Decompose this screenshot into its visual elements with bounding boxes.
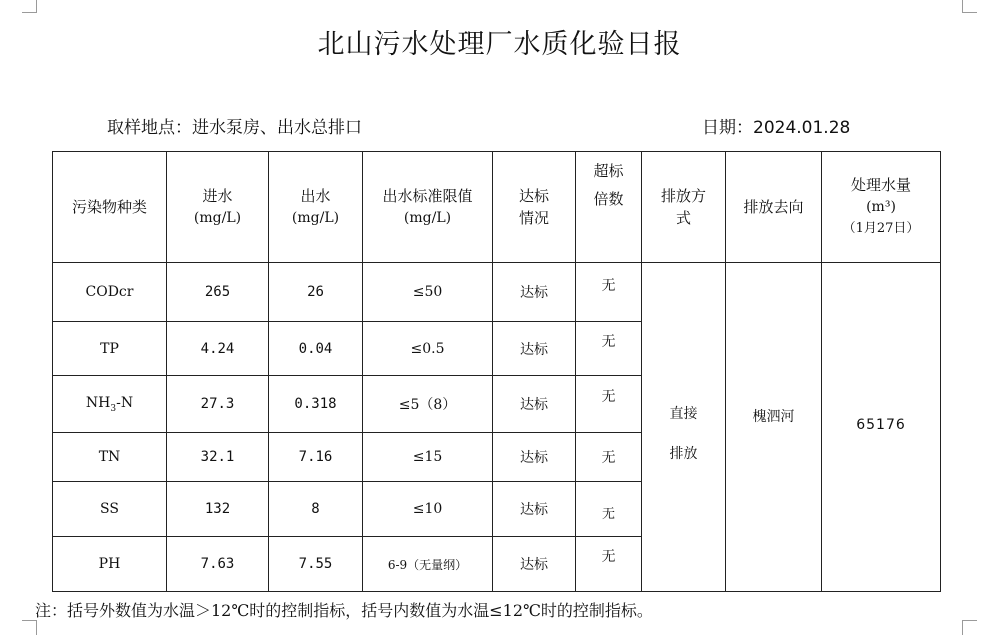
outflow-value: 7.16 (269, 433, 363, 482)
compliance-status: 达标 (493, 376, 576, 433)
limit-value: 6-9（无量纲） (363, 537, 493, 592)
compliance-status: 达标 (493, 537, 576, 592)
limit-value: ≤10 (363, 482, 493, 537)
outflow-value: 7.55 (269, 537, 363, 592)
exceed-multiple: 无 (576, 263, 642, 322)
inflow-value: 27.3 (167, 376, 269, 433)
table-row (53, 263, 941, 322)
pollutant-name: TP (53, 322, 167, 376)
inflow-value: 32.1 (167, 433, 269, 482)
header-inflow: 进水 (mg/L) (167, 152, 269, 263)
outflow-value: 26 (269, 263, 363, 322)
sampling-location: 取样地点：进水泵房、出水总排口 (107, 118, 362, 138)
report-title: 北山污水处理厂水质化验日报 (317, 29, 682, 60)
pollutant-name: TN (53, 433, 167, 482)
inflow-value: 7.63 (167, 537, 269, 592)
header-limit: 出水标准限值 (mg/L) (363, 152, 493, 263)
compliance-status: 达标 (493, 433, 576, 482)
water-quality-table (52, 151, 941, 592)
pollutant-name: CODcr (53, 263, 167, 322)
header-outflow: 出水 (mg/L) (269, 152, 363, 263)
pollutant-name: $NH_3-N$ (53, 376, 167, 433)
exceed-multiple: 无 (576, 537, 642, 592)
limit-value: ≤5（8） (363, 376, 493, 433)
limit-value: ≤50 (363, 263, 493, 322)
inflow-value: 132 (167, 482, 269, 537)
compliance-status: 达标 (493, 263, 576, 322)
limit-value: ≤15 (363, 433, 493, 482)
header-compliance: 达标 情况 (493, 152, 576, 263)
discharge-method: 直接 排放 (642, 263, 726, 592)
header-exceed-multiple: 超标 倍数 (576, 152, 642, 263)
compliance-status: 达标 (493, 322, 576, 376)
page-corner-mark (22, 0, 37, 13)
exceed-multiple: 无 (576, 433, 642, 482)
header-volume: 处理水量 (m³) （1月27日） (822, 152, 941, 263)
header-pollutant: 污染物种类 (53, 152, 167, 263)
pollutant-name: PH (53, 537, 167, 592)
outflow-value: 8 (269, 482, 363, 537)
report-date: 日期：2024.01.28 (702, 118, 851, 138)
table-header-row (53, 152, 941, 263)
outflow-value: 0.04 (269, 322, 363, 376)
limit-value: ≤0.5 (363, 322, 493, 376)
outflow-value: 0.318 (269, 376, 363, 433)
compliance-status: 达标 (493, 482, 576, 537)
pollutant-name: SS (53, 482, 167, 537)
exceed-multiple: 无 (576, 322, 642, 376)
inflow-value: 4.24 (167, 322, 269, 376)
discharge-destination: 槐泗河 (726, 263, 822, 592)
treated-volume: 65176 (822, 263, 941, 592)
header-discharge-method: 排放方 式 (642, 152, 726, 263)
header-destination: 排放去向 (726, 152, 822, 263)
exceed-multiple: 无 (576, 376, 642, 433)
page-corner-mark (962, 0, 977, 13)
inflow-value: 265 (167, 263, 269, 322)
exceed-multiple: 无 (576, 482, 642, 537)
footnote: 注：括号外数值为水温＞12℃时的控制指标，括号内数值为水温≤12℃时的控制指标。 (35, 601, 653, 620)
